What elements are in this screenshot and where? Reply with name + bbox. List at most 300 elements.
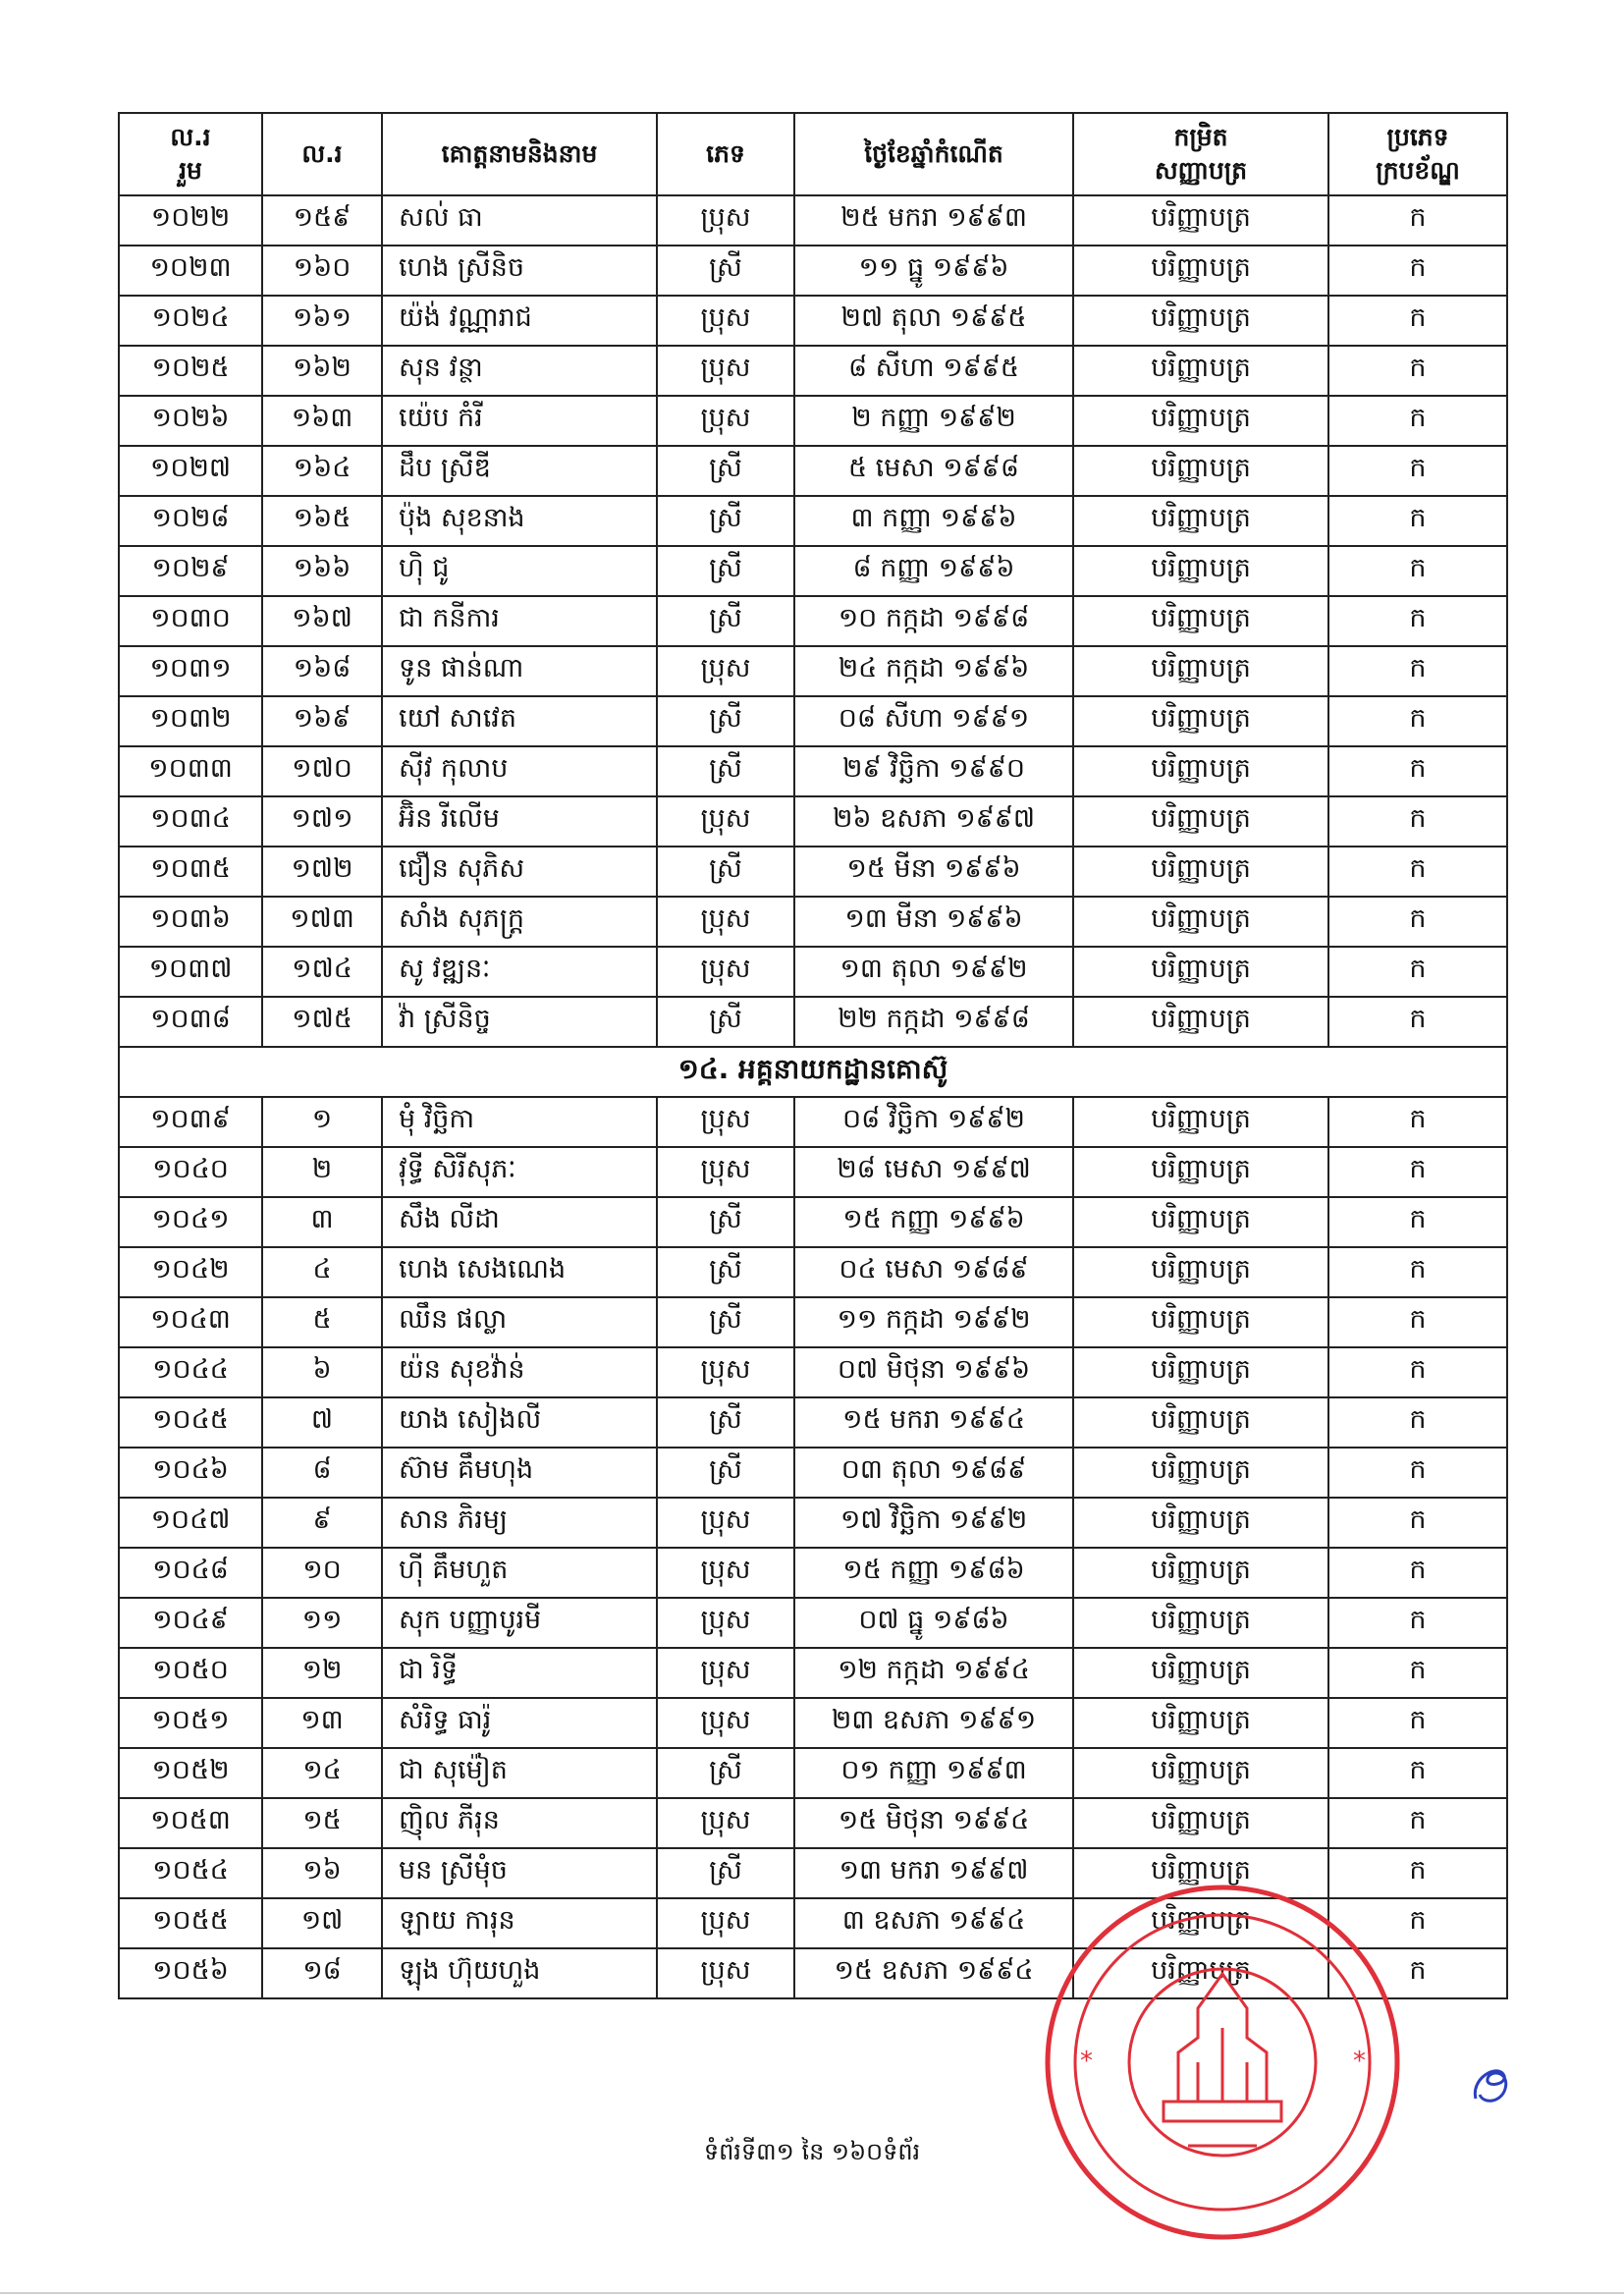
- cell-date-of-birth: ០៤ មេសា ១៩៨៩: [794, 1247, 1073, 1297]
- cell-full-name: សល់ ធា: [382, 195, 657, 246]
- cell-full-name: ឡាយ ការុន: [382, 1898, 657, 1948]
- cell-date-of-birth: ១៥ មីនា ១៩៩៦: [794, 847, 1073, 897]
- cell-date-of-birth: ០៣ តុលា ១៩៨៩: [794, 1448, 1073, 1498]
- cell-total-no: ១០៤២: [119, 1247, 262, 1297]
- cell-sex: ប្រុស: [657, 897, 794, 947]
- table-row: [119, 1598, 1507, 1648]
- cell-sex: ប្រុស: [657, 346, 794, 396]
- header-line-2: រួម: [179, 156, 202, 185]
- cell-date-of-birth: ១៣ មីនា ១៩៩៦: [794, 897, 1073, 947]
- cell-full-name: ជា សុម៉ៀត: [382, 1748, 657, 1798]
- cell-no: ១៦៧: [262, 596, 382, 646]
- cell-no: ១៧៤: [262, 947, 382, 997]
- cell-no: ១៦: [262, 1848, 382, 1898]
- cell-framework-type: ក: [1328, 1498, 1507, 1548]
- cell-full-name: ស៊ីវ កុលាប: [382, 746, 657, 796]
- cell-date-of-birth: ១៥ មករា ១៩៩៤: [794, 1397, 1073, 1448]
- cell-degree-level: បរិញ្ញាបត្រ: [1073, 1448, 1328, 1498]
- cell-total-no: ១០៤៤: [119, 1347, 262, 1397]
- cell-sex: ស្រី: [657, 1297, 794, 1347]
- cell-framework-type: ក: [1328, 246, 1507, 296]
- cell-sex: ស្រី: [657, 1848, 794, 1898]
- cell-total-no: ១០៤៣: [119, 1297, 262, 1347]
- cell-date-of-birth: ៨ សីហា ១៩៩៥: [794, 346, 1073, 396]
- cell-total-no: ១០៤១: [119, 1197, 262, 1247]
- section-title: ១៤. អគ្គនាយកដ្ឋានគោស៊ូ: [119, 1047, 1507, 1097]
- cell-date-of-birth: ០៨ សីហា ១៩៩១: [794, 696, 1073, 746]
- cell-total-no: ១០៤៩: [119, 1598, 262, 1648]
- cell-total-no: ១០៤៦: [119, 1448, 262, 1498]
- cell-no: ១៦៦: [262, 546, 382, 596]
- table-row: [119, 446, 1507, 496]
- cell-framework-type: ក: [1328, 1848, 1507, 1898]
- cell-degree-level: បរិញ្ញាបត្រ: [1073, 746, 1328, 796]
- cell-degree-level: បរិញ្ញាបត្រ: [1073, 246, 1328, 296]
- cell-total-no: ១០២៤: [119, 296, 262, 346]
- cell-total-no: ១០២២: [119, 195, 262, 246]
- cell-sex: ប្រុស: [657, 1598, 794, 1648]
- svg-text:*: *: [1353, 2047, 1366, 2076]
- cell-total-no: ១០២៩: [119, 546, 262, 596]
- cell-sex: ប្រុស: [657, 1898, 794, 1948]
- cell-no: ២: [262, 1147, 382, 1197]
- cell-full-name: មន ស្រីមុំច: [382, 1848, 657, 1898]
- cell-full-name: ឡុង ហ៊ុយហួង: [382, 1948, 657, 1998]
- header-row: [119, 113, 1507, 195]
- cell-sex: ស្រី: [657, 1197, 794, 1247]
- header-line-1: ភេទ: [706, 139, 745, 169]
- cell-framework-type: ក: [1328, 646, 1507, 696]
- cell-full-name: វុទ្ធី សិរីសុភៈ: [382, 1147, 657, 1197]
- table-row: [119, 396, 1507, 446]
- cell-date-of-birth: ១៧ វិច្ឆិកា ១៩៩២: [794, 1498, 1073, 1548]
- table-row: [119, 1498, 1507, 1548]
- cell-sex: ប្រុស: [657, 396, 794, 446]
- cell-full-name: ហ៊ី គឹមហួត: [382, 1548, 657, 1598]
- header-line-1: ល.រ: [170, 123, 211, 152]
- cell-total-no: ១០៣៦: [119, 897, 262, 947]
- cell-sex: ប្រុស: [657, 947, 794, 997]
- cell-sex: ប្រុស: [657, 646, 794, 696]
- cell-sex: ស្រី: [657, 546, 794, 596]
- header-date-of-birth: [794, 113, 1073, 195]
- table-row: [119, 997, 1507, 1047]
- table-row: [119, 897, 1507, 947]
- cell-date-of-birth: ១៥ កញ្ញា ១៩៨៦: [794, 1548, 1073, 1598]
- cell-full-name: ហេង ស្រីនិច: [382, 246, 657, 296]
- table-row: [119, 1247, 1507, 1297]
- cell-total-no: ១០២៣: [119, 246, 262, 296]
- cell-total-no: ១០៤០: [119, 1147, 262, 1197]
- cell-framework-type: ក: [1328, 1648, 1507, 1698]
- cell-date-of-birth: ២៧ តុលា ១៩៩៥: [794, 296, 1073, 346]
- cell-degree-level: បរិញ្ញាបត្រ: [1073, 1247, 1328, 1297]
- cell-sex: ប្រុស: [657, 796, 794, 847]
- header-total-no: [119, 113, 262, 195]
- cell-sex: ស្រី: [657, 496, 794, 546]
- cell-total-no: ១០៤៨: [119, 1548, 262, 1598]
- header-line-1: ល.រ: [301, 139, 343, 169]
- table-row: [119, 296, 1507, 346]
- table-row: [119, 1147, 1507, 1197]
- table-row: [119, 596, 1507, 646]
- cell-sex: ប្រុស: [657, 296, 794, 346]
- cell-full-name: យ៉េប កំរី: [382, 396, 657, 446]
- cell-sex: ប្រុស: [657, 1498, 794, 1548]
- cell-date-of-birth: ១២ កក្កដា ១៩៩៤: [794, 1648, 1073, 1698]
- table-row: [119, 746, 1507, 796]
- cell-date-of-birth: ២៣ ឧសភា ១៩៩១: [794, 1698, 1073, 1748]
- cell-total-no: ១០៥៣: [119, 1798, 262, 1848]
- cell-no: ១២: [262, 1648, 382, 1698]
- cell-sex: ប្រុស: [657, 1948, 794, 1998]
- cell-date-of-birth: ១៥ មិថុនា ១៩៩៤: [794, 1798, 1073, 1848]
- cell-framework-type: ក: [1328, 1197, 1507, 1247]
- cell-no: ១៣: [262, 1698, 382, 1748]
- cell-sex: ស្រី: [657, 696, 794, 746]
- table-row: [119, 1548, 1507, 1598]
- cell-date-of-birth: ២៦ ឧសភា ១៩៩៧: [794, 796, 1073, 847]
- cell-no: ៩: [262, 1498, 382, 1548]
- cell-total-no: ១០៥២: [119, 1748, 262, 1798]
- cell-total-no: ១០៣៥: [119, 847, 262, 897]
- cell-total-no: ១០៥១: [119, 1698, 262, 1748]
- cell-framework-type: ក: [1328, 596, 1507, 646]
- cell-full-name: យ៉ង់ វណ្ណារាជ: [382, 296, 657, 346]
- cell-no: ១៨: [262, 1948, 382, 1998]
- svg-text:*: *: [1080, 2047, 1093, 2076]
- signature-mark: [1466, 2059, 1515, 2108]
- header-sex: [657, 113, 794, 195]
- cell-no: ៤: [262, 1247, 382, 1297]
- cell-date-of-birth: ០៧ មិថុនា ១៩៩៦: [794, 1347, 1073, 1397]
- cell-degree-level: បរិញ្ញាបត្រ: [1073, 847, 1328, 897]
- cell-date-of-birth: ១៥ កញ្ញា ១៩៩៦: [794, 1197, 1073, 1247]
- cell-total-no: ១០៣៩: [119, 1097, 262, 1147]
- cell-no: ១៧០: [262, 746, 382, 796]
- cell-framework-type: ក: [1328, 1097, 1507, 1147]
- table-row: [119, 546, 1507, 596]
- table-row: [119, 496, 1507, 546]
- cell-date-of-birth: ២៤ កក្កដា ១៩៩៦: [794, 646, 1073, 696]
- cell-sex: ស្រី: [657, 1748, 794, 1798]
- cell-sex: ប្រុស: [657, 1347, 794, 1397]
- cell-sex: ប្រុស: [657, 1648, 794, 1698]
- cell-sex: ប្រុស: [657, 1698, 794, 1748]
- cell-framework-type: ក: [1328, 696, 1507, 746]
- cell-framework-type: ក: [1328, 1798, 1507, 1848]
- table-row: [119, 1397, 1507, 1448]
- cell-full-name: ហ៊ិ ជូ: [382, 546, 657, 596]
- cell-full-name: សាំង សុភក្ត្រ: [382, 897, 657, 947]
- table-row: [119, 195, 1507, 246]
- cell-full-name: ជា រិទ្ធី: [382, 1648, 657, 1698]
- cell-no: ៧: [262, 1397, 382, 1448]
- table-row: [119, 796, 1507, 847]
- table-row: [119, 1748, 1507, 1798]
- cell-date-of-birth: ៣ ឧសភា ១៩៩៤: [794, 1898, 1073, 1948]
- cell-degree-level: បរិញ្ញាបត្រ: [1073, 1698, 1328, 1748]
- cell-total-no: ១០៣១: [119, 646, 262, 696]
- cell-framework-type: ក: [1328, 1397, 1507, 1448]
- cell-sex: ប្រុស: [657, 1798, 794, 1848]
- cell-sex: ស្រី: [657, 1397, 794, 1448]
- cell-framework-type: ក: [1328, 1347, 1507, 1397]
- cell-total-no: ១០៥៥: [119, 1898, 262, 1948]
- header-line-2: សញ្ញាបត្រ: [1154, 156, 1248, 185]
- cell-date-of-birth: ០៨ វិច្ឆិកា ១៩៩២: [794, 1097, 1073, 1147]
- cell-full-name: ញ៉ិល ភីរុន: [382, 1798, 657, 1848]
- table-row: [119, 1197, 1507, 1247]
- cell-degree-level: បរិញ្ញាបត្រ: [1073, 296, 1328, 346]
- cell-degree-level: បរិញ្ញាបត្រ: [1073, 1397, 1328, 1448]
- cell-framework-type: ក: [1328, 1448, 1507, 1498]
- cell-sex: ប្រុស: [657, 1548, 794, 1598]
- cell-no: ១៦៨: [262, 646, 382, 696]
- cell-date-of-birth: ៨ កញ្ញា ១៩៩៦: [794, 546, 1073, 596]
- cell-framework-type: ក: [1328, 1748, 1507, 1798]
- table-row: [119, 1448, 1507, 1498]
- cell-date-of-birth: ១១ កក្កដា ១៩៩២: [794, 1297, 1073, 1347]
- cell-full-name: សឹង លីដា: [382, 1197, 657, 1247]
- cell-total-no: ១០២៧: [119, 446, 262, 496]
- cell-date-of-birth: ២៩ វិច្ឆិកា ១៩៩០: [794, 746, 1073, 796]
- cell-framework-type: ក: [1328, 1147, 1507, 1197]
- cell-degree-level: បរិញ្ញាបត្រ: [1073, 1147, 1328, 1197]
- cell-framework-type: ក: [1328, 1698, 1507, 1748]
- cell-no: ១៧១: [262, 796, 382, 847]
- cell-total-no: ១០៥០: [119, 1648, 262, 1698]
- cell-full-name: យាង សៀងលី: [382, 1397, 657, 1448]
- cell-no: ១៦២: [262, 346, 382, 396]
- cell-full-name: ប៉ុង សុខនាង: [382, 496, 657, 546]
- cell-date-of-birth: ២៨ មេសា ១៩៩៧: [794, 1147, 1073, 1197]
- cell-date-of-birth: ២៥ មករា ១៩៩៣: [794, 195, 1073, 246]
- cell-full-name: ជឿន សុភិស: [382, 847, 657, 897]
- cell-degree-level: បរិញ្ញាបត្រ: [1073, 1297, 1328, 1347]
- cell-degree-level: បរិញ្ញាបត្រ: [1073, 1347, 1328, 1397]
- header-no: [262, 113, 382, 195]
- cell-no: ១៦៥: [262, 496, 382, 546]
- cell-no: ១៧២: [262, 847, 382, 897]
- cell-full-name: ទូន ផាន់ណា: [382, 646, 657, 696]
- cell-date-of-birth: ០១ កញ្ញា ១៩៩៣: [794, 1748, 1073, 1798]
- cell-framework-type: ក: [1328, 746, 1507, 796]
- cell-framework-type: ក: [1328, 1898, 1507, 1948]
- table-row: [119, 246, 1507, 296]
- cell-degree-level: បរិញ្ញាបត្រ: [1073, 546, 1328, 596]
- cell-no: ៥: [262, 1297, 382, 1347]
- header-line-1: គោត្តនាមនិងនាម: [441, 139, 598, 169]
- cell-degree-level: បរិញ្ញាបត្រ: [1073, 496, 1328, 546]
- cell-date-of-birth: ០៧ ធ្នូ ១៩៨៦: [794, 1598, 1073, 1648]
- cell-total-no: ១០៤៧: [119, 1498, 262, 1548]
- cell-full-name: វ៉ា ស្រីនិច្ច: [382, 997, 657, 1047]
- cell-sex: ប្រុស: [657, 1147, 794, 1197]
- cell-total-no: ១០៣៧: [119, 947, 262, 997]
- cell-degree-level: បរិញ្ញាបត្រ: [1073, 1197, 1328, 1247]
- cell-framework-type: ក: [1328, 1948, 1507, 1998]
- cell-full-name: យៅ សាវេត: [382, 696, 657, 746]
- table-row: [119, 847, 1507, 897]
- cell-degree-level: បរិញ្ញាបត្រ: [1073, 1498, 1328, 1548]
- cell-no: ១៦៣: [262, 396, 382, 446]
- cell-no: ១៥: [262, 1798, 382, 1848]
- cell-date-of-birth: ១៥ ឧសភា ១៩៩៤: [794, 1948, 1073, 1998]
- cell-degree-level: បរិញ្ញាបត្រ: [1073, 1598, 1328, 1648]
- table-row: [119, 1097, 1507, 1147]
- cell-total-no: ១០៣៤: [119, 796, 262, 847]
- cell-total-no: ១០៣២: [119, 696, 262, 746]
- cell-framework-type: ក: [1328, 496, 1507, 546]
- cell-sex: ស្រី: [657, 1247, 794, 1297]
- header-line-1: ថ្ងៃខែឆ្នាំកំណើត: [864, 139, 1003, 169]
- cell-date-of-birth: ៥ មេសា ១៩៩៨: [794, 446, 1073, 496]
- cell-degree-level: បរិញ្ញាបត្រ: [1073, 1798, 1328, 1848]
- cell-total-no: ១០៥៦: [119, 1948, 262, 1998]
- table-row: [119, 1347, 1507, 1397]
- cell-degree-level: បរិញ្ញាបត្រ: [1073, 646, 1328, 696]
- cell-degree-level: បរិញ្ញាបត្រ: [1073, 195, 1328, 246]
- table-row: [119, 947, 1507, 997]
- cell-sex: ស្រី: [657, 746, 794, 796]
- header-line-2: ក្របខ័ណ្ឌ: [1376, 156, 1460, 185]
- cell-date-of-birth: ១០ កក្កដា ១៩៩៨: [794, 596, 1073, 646]
- cell-no: ១៤: [262, 1748, 382, 1798]
- cell-framework-type: ក: [1328, 847, 1507, 897]
- table-header: [119, 113, 1507, 195]
- page-number-footer: ទំព័រទី៣១ នៃ ១៦០ទំព័រ: [703, 2138, 921, 2165]
- cell-full-name: យ៉ន សុខវ៉ាន់: [382, 1347, 657, 1397]
- cell-total-no: ១០៣៣: [119, 746, 262, 796]
- cell-full-name: សុក បញ្ញាបូរមី: [382, 1598, 657, 1648]
- cell-total-no: ១០២៥: [119, 346, 262, 396]
- cell-no: ១៧: [262, 1898, 382, 1948]
- cell-total-no: ១០២៨: [119, 496, 262, 546]
- cell-framework-type: ក: [1328, 796, 1507, 847]
- cell-framework-type: ក: [1328, 997, 1507, 1047]
- cell-no: ១១: [262, 1598, 382, 1648]
- cell-sex: ស្រី: [657, 246, 794, 296]
- cell-date-of-birth: ១១ ធ្នូ ១៩៩៦: [794, 246, 1073, 296]
- cell-degree-level: បរិញ្ញាបត្រ: [1073, 1748, 1328, 1798]
- cell-degree-level: បរិញ្ញាបត្រ: [1073, 796, 1328, 847]
- cell-full-name: មុំ វិច្ឆិកា: [382, 1097, 657, 1147]
- cell-degree-level: បរិញ្ញាបត្រ: [1073, 1648, 1328, 1698]
- cell-full-name: ហេង សេងណេង: [382, 1247, 657, 1297]
- cell-full-name: សំរិទ្ធ ធារ៉ូ: [382, 1698, 657, 1748]
- cell-no: ១៦៤: [262, 446, 382, 496]
- cell-degree-level: បរិញ្ញាបត្រ: [1073, 396, 1328, 446]
- cell-framework-type: ក: [1328, 296, 1507, 346]
- cell-degree-level: បរិញ្ញាបត្រ: [1073, 1548, 1328, 1598]
- cell-no: ១៥៩: [262, 195, 382, 246]
- cell-no: ១០: [262, 1548, 382, 1598]
- section-row: [119, 1047, 1507, 1097]
- cell-framework-type: ក: [1328, 546, 1507, 596]
- cell-sex: ស្រី: [657, 596, 794, 646]
- table-body: [119, 195, 1507, 1998]
- cell-degree-level: បរិញ្ញាបត្រ: [1073, 1948, 1328, 1998]
- cell-full-name: ស៊ាម គឹមហុង: [382, 1448, 657, 1498]
- cell-full-name: ដឹប ស្រីឌី: [382, 446, 657, 496]
- cell-total-no: ១០២៦: [119, 396, 262, 446]
- cell-full-name: សុន វន្ថា: [382, 346, 657, 396]
- cell-framework-type: ក: [1328, 1598, 1507, 1648]
- cell-degree-level: បរិញ្ញាបត្រ: [1073, 696, 1328, 746]
- cell-total-no: ១០៣៨: [119, 997, 262, 1047]
- cell-framework-type: ក: [1328, 195, 1507, 246]
- cell-no: ១៦១: [262, 296, 382, 346]
- cell-full-name: ជា កនីការ: [382, 596, 657, 646]
- cell-no: ៨: [262, 1448, 382, 1498]
- table-row: [119, 1698, 1507, 1748]
- cell-total-no: ១០៣០: [119, 596, 262, 646]
- cell-sex: ស្រី: [657, 847, 794, 897]
- cell-degree-level: បរិញ្ញាបត្រ: [1073, 947, 1328, 997]
- cell-framework-type: ក: [1328, 1297, 1507, 1347]
- table-row: [119, 346, 1507, 396]
- cell-date-of-birth: ២ កញ្ញា ១៩៩២: [794, 396, 1073, 446]
- cell-no: ១៧៥: [262, 997, 382, 1047]
- cell-no: ១៦៩: [262, 696, 382, 746]
- cell-full-name: សាន ភិរម្យ: [382, 1498, 657, 1548]
- cell-framework-type: ក: [1328, 1247, 1507, 1297]
- cell-degree-level: បរិញ្ញាបត្រ: [1073, 446, 1328, 496]
- cell-framework-type: ក: [1328, 396, 1507, 446]
- cell-no: ៣: [262, 1197, 382, 1247]
- cell-no: ១៦០: [262, 246, 382, 296]
- cell-framework-type: ក: [1328, 346, 1507, 396]
- cell-framework-type: ក: [1328, 897, 1507, 947]
- page-bottom-edge: [0, 2292, 1624, 2294]
- table-row: [119, 1798, 1507, 1848]
- header-degree-level: [1073, 113, 1328, 195]
- header-line-1: កម្រិត: [1173, 123, 1228, 152]
- cell-date-of-birth: ២២ កក្កដា ១៩៩៨: [794, 997, 1073, 1047]
- cell-total-no: ១០៤៥: [119, 1397, 262, 1448]
- cell-sex: ស្រី: [657, 446, 794, 496]
- cell-full-name: ឈឹន ផល្លា: [382, 1297, 657, 1347]
- cell-no: ៦: [262, 1347, 382, 1397]
- cell-degree-level: បរិញ្ញាបត្រ: [1073, 997, 1328, 1047]
- cell-full-name: សូ វឌ្ឍនៈ: [382, 947, 657, 997]
- cell-date-of-birth: ១៣ មករា ១៩៩៧: [794, 1848, 1073, 1898]
- table-row: [119, 1648, 1507, 1698]
- header-line-1: ប្រភេទ: [1386, 123, 1449, 152]
- cell-no: ១: [262, 1097, 382, 1147]
- cell-framework-type: ក: [1328, 446, 1507, 496]
- table-row: [119, 696, 1507, 746]
- cell-degree-level: បរិញ្ញាបត្រ: [1073, 1848, 1328, 1898]
- cell-sex: ស្រី: [657, 997, 794, 1047]
- cell-full-name: អ៊ិន រីលើម: [382, 796, 657, 847]
- cell-sex: ប្រុស: [657, 195, 794, 246]
- cell-degree-level: បរិញ្ញាបត្រ: [1073, 1898, 1328, 1948]
- table-row: [119, 1297, 1507, 1347]
- cell-framework-type: ក: [1328, 947, 1507, 997]
- cell-degree-level: បរិញ្ញាបត្រ: [1073, 897, 1328, 947]
- cell-degree-level: បរិញ្ញាបត្រ: [1073, 346, 1328, 396]
- cell-date-of-birth: ១៣ តុលា ១៩៩២: [794, 947, 1073, 997]
- cell-sex: ស្រី: [657, 1448, 794, 1498]
- table-row: [119, 646, 1507, 696]
- staff-roster-table: [118, 112, 1508, 1999]
- cell-sex: ប្រុស: [657, 1097, 794, 1147]
- header-full-name: [382, 113, 657, 195]
- cell-degree-level: បរិញ្ញាបត្រ: [1073, 596, 1328, 646]
- cell-framework-type: ក: [1328, 1548, 1507, 1598]
